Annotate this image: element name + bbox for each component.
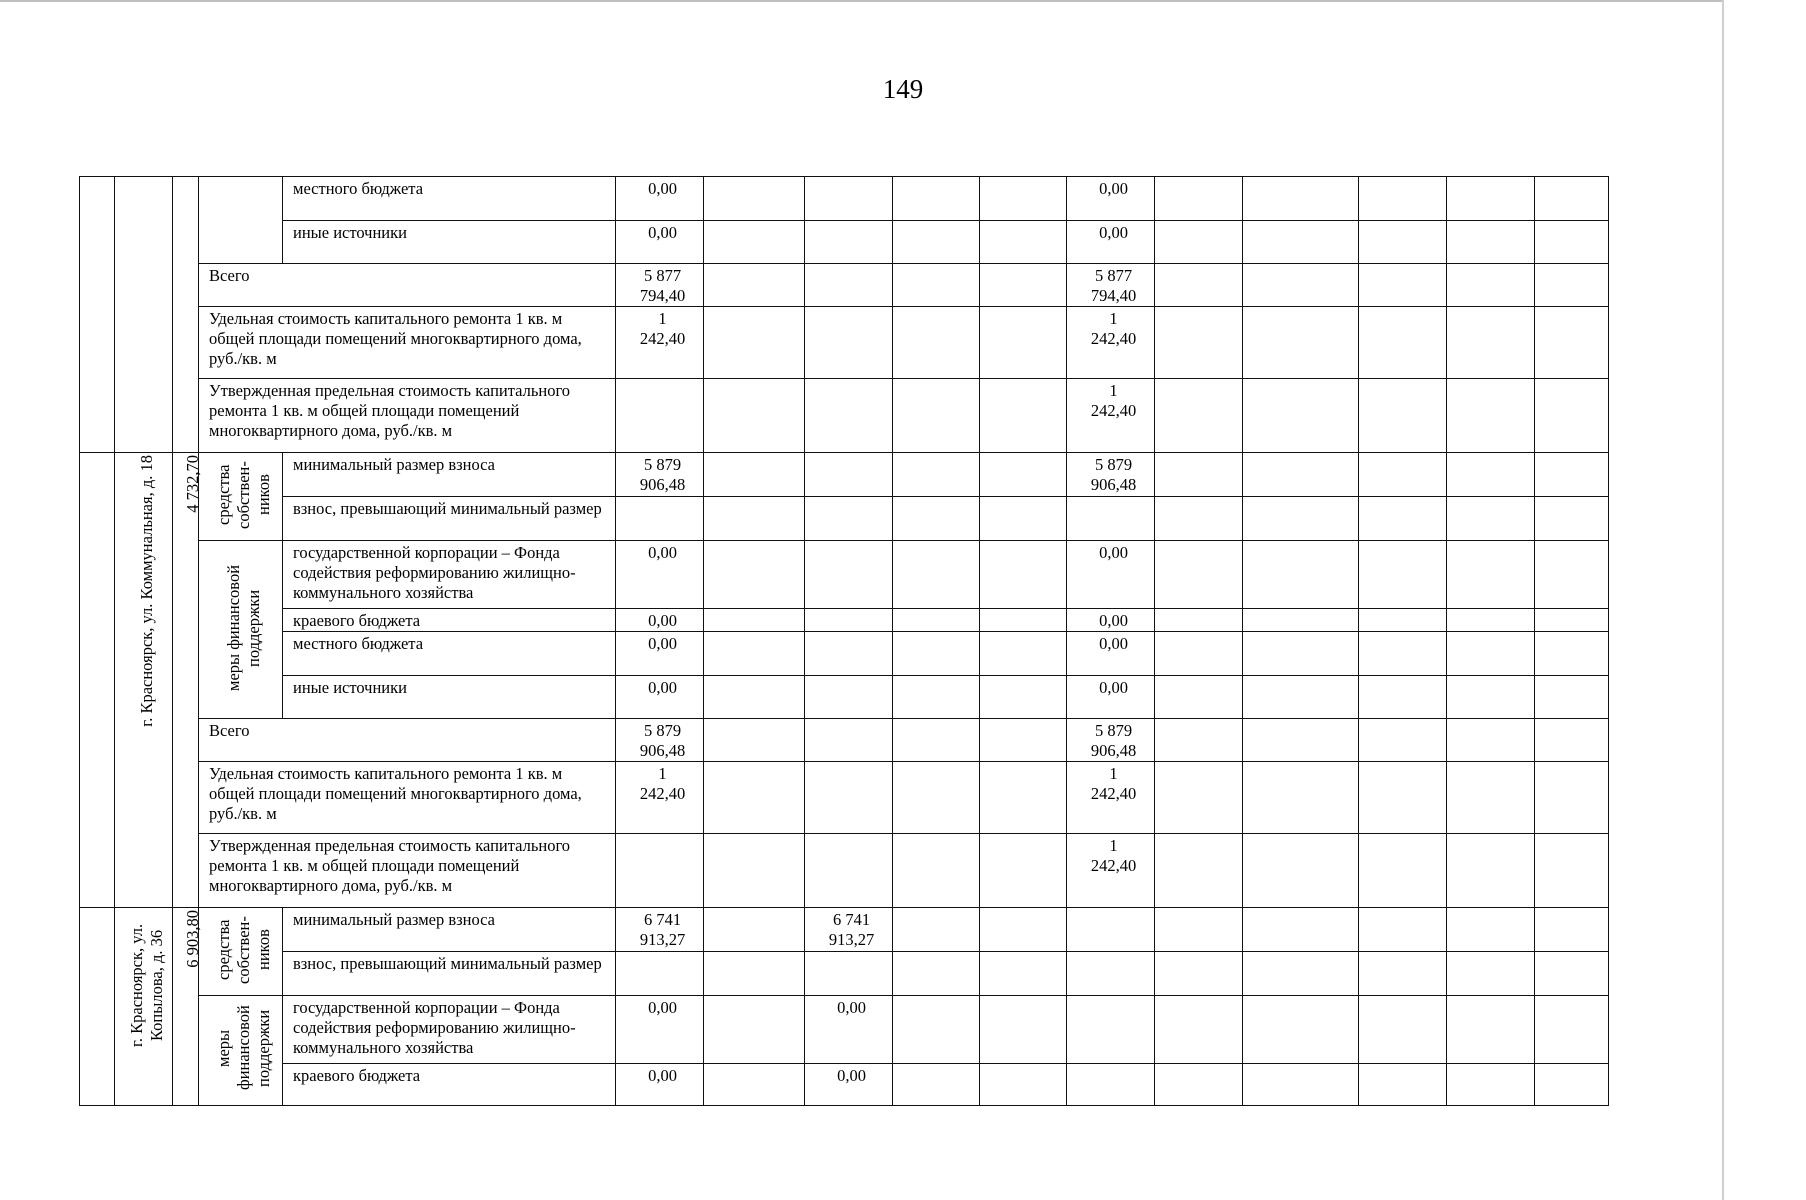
page-number: 149 bbox=[882, 74, 924, 104]
value-cell: 0,00 bbox=[805, 1064, 893, 1106]
source-label: местного бюджета bbox=[283, 177, 616, 221]
unit-cost-label: Удельная стоимость капитального ремонта 1 кв. м общей площади помещений многоквартирного дома, руб./кв. м bbox=[199, 762, 616, 834]
value-cell: 0,00 bbox=[805, 996, 893, 1064]
source-label: иные источники bbox=[283, 676, 616, 719]
group-cell bbox=[199, 177, 283, 264]
area-cell bbox=[173, 177, 199, 453]
capital-repair-table bbox=[79, 176, 1609, 1106]
value-cell: 0,00 bbox=[616, 632, 704, 676]
row-number-cell bbox=[80, 908, 115, 1106]
row-number-cell bbox=[80, 177, 115, 453]
limit-cost-label: Утвержденная предельная стоимость капитального ремонта 1 кв. м общей площади помещений многоквартирного дома, руб./кв. м bbox=[199, 379, 616, 453]
table-row bbox=[80, 952, 1609, 996]
unit-cost-label: Удельная стоимость капитального ремонта 1 кв. м общей площади помещений многоквартирного дома, руб./кв. м bbox=[199, 307, 616, 379]
source-label: государственной корпорации – Фонда содействия реформированию жилищно-коммунального хозяйства bbox=[283, 996, 616, 1064]
scan-border-top bbox=[0, 0, 1724, 2]
table-row bbox=[80, 609, 1609, 632]
value-cell bbox=[616, 952, 704, 996]
source-label: местного бюджета bbox=[283, 632, 616, 676]
value-cell: 0,00 bbox=[616, 609, 704, 632]
value-cell: 1 242,40 bbox=[1067, 834, 1155, 908]
table-row bbox=[80, 221, 1609, 264]
table-row bbox=[80, 719, 1609, 762]
value-cell: 0,00 bbox=[1067, 541, 1155, 609]
address-text: г. Красноярск, ул. Копылова, д. 36 bbox=[126, 923, 166, 1047]
table-row bbox=[80, 453, 1609, 497]
value-cell: 5 877 794,40 bbox=[1067, 264, 1155, 307]
table-row bbox=[80, 497, 1609, 541]
source-label: краевого бюджета bbox=[283, 1064, 616, 1106]
group-support-label: меры финансовой поддержки bbox=[223, 564, 263, 692]
row-number-cell bbox=[80, 453, 115, 908]
limit-cost-label: Утвержденная предельная стоимость капитального ремонта 1 кв. м общей площади помещений многоквартирного дома, руб./кв. м bbox=[199, 834, 616, 908]
table-row bbox=[80, 908, 1609, 952]
table-row bbox=[80, 379, 1609, 453]
address-cell bbox=[115, 177, 173, 453]
group-cell bbox=[199, 453, 283, 541]
value-cell: 5 879 906,48 bbox=[1067, 719, 1155, 762]
area-text: 6 903,80 bbox=[183, 910, 202, 968]
area-cell bbox=[173, 908, 202, 1106]
group-cell bbox=[199, 908, 283, 996]
value-cell: 0,00 bbox=[1067, 609, 1155, 632]
source-label: государственной корпорации – Фонда содействия реформированию жилищно-коммунального хозяйства bbox=[283, 541, 616, 609]
group-support-label: меры финансовой поддержки bbox=[213, 1005, 273, 1091]
value-cell: 0,00 bbox=[1067, 632, 1155, 676]
table-row bbox=[80, 1064, 1609, 1106]
value-cell: 0,00 bbox=[616, 541, 704, 609]
source-label: краевого бюджета bbox=[283, 609, 616, 632]
value-cell: 1 242,40 bbox=[1067, 762, 1155, 834]
value-cell bbox=[805, 952, 893, 996]
scan-border-right bbox=[1722, 0, 1724, 1200]
value-cell: 0,00 bbox=[1067, 221, 1155, 264]
total-label: Всего bbox=[199, 719, 616, 762]
value-cell: 6 741 913,27 bbox=[805, 908, 893, 952]
value-cell bbox=[616, 379, 704, 453]
value-cell: 0,00 bbox=[616, 676, 704, 719]
source-label: минимальный размер взноса bbox=[283, 908, 616, 952]
value-cell: 5 877 794,40 bbox=[616, 264, 704, 307]
group-owners-label: средства собствен-ников bbox=[213, 461, 273, 529]
source-label: иные источники bbox=[283, 221, 616, 264]
table-row bbox=[80, 632, 1609, 676]
value-cell: 1 242,40 bbox=[1067, 379, 1155, 453]
value-cell: 6 741 913,27 bbox=[616, 908, 704, 952]
total-label: Всего bbox=[199, 264, 616, 307]
group-cell bbox=[199, 996, 283, 1106]
table-row bbox=[80, 762, 1609, 834]
address-cell bbox=[115, 908, 173, 1106]
value-cell: 0,00 bbox=[616, 221, 704, 264]
area-cell bbox=[173, 453, 202, 908]
value-cell: 1 242,40 bbox=[616, 307, 704, 379]
value-cell: 5 879 906,48 bbox=[616, 453, 704, 497]
source-label: минимальный размер взноса bbox=[283, 453, 616, 497]
value-cell: 5 879 906,48 bbox=[616, 719, 704, 762]
table-row bbox=[80, 676, 1609, 719]
table-row bbox=[80, 307, 1609, 379]
value-cell: 1 242,40 bbox=[616, 762, 704, 834]
table-row bbox=[80, 177, 1609, 221]
address-cell bbox=[115, 453, 173, 908]
table-row bbox=[80, 264, 1609, 307]
value-cell: 5 879 906,48 bbox=[1067, 453, 1155, 497]
table-row bbox=[80, 541, 1609, 609]
value-cell: 1 242,40 bbox=[1067, 307, 1155, 379]
group-cell bbox=[199, 541, 283, 719]
value-cell: 0,00 bbox=[616, 1064, 704, 1106]
value-cell: 0,00 bbox=[616, 996, 704, 1064]
value-cell: 0,00 bbox=[1067, 676, 1155, 719]
table-row bbox=[80, 996, 1609, 1064]
value-cell bbox=[616, 834, 704, 908]
value-cell bbox=[616, 497, 704, 541]
value-cell bbox=[1067, 497, 1155, 541]
source-label: взнос, превышающий минимальный размер bbox=[283, 497, 616, 541]
value-cell: 0,00 bbox=[1067, 177, 1155, 221]
address-text: г. Красноярск, ул. Коммунальная, д. 18 bbox=[136, 455, 156, 727]
area-text: 4 732,70 bbox=[183, 455, 202, 513]
value-cell: 0,00 bbox=[616, 177, 704, 221]
source-label: взнос, превышающий минимальный размер bbox=[283, 952, 616, 996]
group-owners-label: средства собствен-ников bbox=[213, 916, 273, 984]
table-row bbox=[80, 834, 1609, 908]
